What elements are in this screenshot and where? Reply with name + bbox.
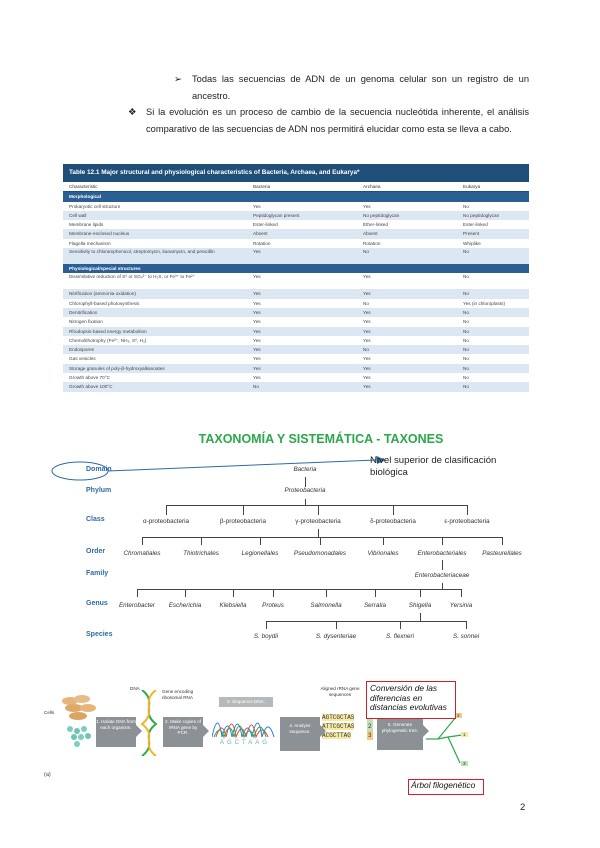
table-cell: Flagella mechanism bbox=[69, 240, 111, 246]
rank-label: Phylum bbox=[86, 487, 112, 494]
tree-connector bbox=[137, 589, 138, 597]
table-cell: Present bbox=[463, 231, 480, 237]
tree-connector bbox=[318, 505, 319, 515]
table-cell: Rhodopsin-based energy metabolism bbox=[69, 328, 147, 334]
taxon-label: Shigella bbox=[408, 602, 432, 609]
table-header-row bbox=[63, 182, 529, 192]
tree-connector bbox=[326, 589, 327, 597]
rank-label: Class bbox=[86, 516, 105, 523]
table-row bbox=[63, 289, 529, 298]
taxon-label: α-proteobacteria bbox=[143, 518, 189, 525]
table-cell: Absent bbox=[253, 231, 268, 237]
taxonomy-title: TAXONOMÍA Y SISTEMÁTICA - TAXONES bbox=[198, 432, 444, 446]
bullet-evolution bbox=[128, 104, 529, 138]
step-4-box: 4. Analyze sequence. bbox=[280, 717, 320, 751]
table-cell: Yes bbox=[253, 274, 261, 280]
table-row bbox=[63, 382, 529, 391]
tree-connector bbox=[320, 537, 321, 545]
taxon-label: γ-proteobacteria bbox=[295, 518, 341, 525]
arrow-bullet-icon: ➢ bbox=[174, 74, 182, 84]
sequence-3: ACGCTTAG bbox=[322, 732, 351, 739]
table-cell: Peptidoglycan present bbox=[253, 212, 300, 218]
table-cell: No peptidoglycan bbox=[363, 212, 400, 218]
table-cell: No bbox=[463, 384, 469, 390]
table-cell: Morphological bbox=[69, 194, 102, 200]
table-cell: Yes bbox=[363, 365, 371, 371]
tree-connector bbox=[502, 537, 503, 545]
taxon-label: Salmonella bbox=[310, 602, 342, 609]
table-cell: Yes bbox=[363, 319, 371, 325]
tree-connector bbox=[442, 537, 443, 545]
table-cell: Gas vesicles bbox=[69, 356, 96, 362]
taxon-label: Klebsiella bbox=[219, 602, 247, 609]
tree-connector bbox=[273, 589, 274, 597]
tree-connector bbox=[318, 529, 319, 537]
taxon-label: Proteus bbox=[262, 602, 284, 609]
bullet-text: Todas las secuencias de ADN de un genoma celular son un registro de un ancestro. bbox=[192, 74, 529, 101]
sequence-1: AGTCGCTAS bbox=[322, 714, 355, 721]
cells-label: Cells bbox=[44, 710, 55, 715]
tree-connector bbox=[420, 589, 421, 597]
table-cell: No bbox=[463, 319, 469, 325]
table-cell: Yes bbox=[253, 365, 261, 371]
seq-number: 2 bbox=[368, 723, 372, 730]
table-cell: No bbox=[463, 375, 469, 381]
table-cell: Yes bbox=[253, 337, 261, 343]
tree-connector bbox=[142, 537, 143, 545]
table-title: Table 12.1 Major structural and physiological characteristics of Bacteria, Archaea, and Eukarya* bbox=[63, 164, 529, 182]
step-5-box: 5. Generate phylogenetic tree. bbox=[377, 717, 423, 750]
table-cell: Yes (in chloroplasts) bbox=[463, 300, 506, 306]
step-1-box: 1. Isolate DNA from each organism. bbox=[96, 717, 136, 747]
taxon-label: Legionellales bbox=[241, 550, 279, 557]
table-cell: Membrane lipids bbox=[69, 222, 104, 228]
table-body bbox=[63, 182, 529, 392]
tree-connector bbox=[185, 589, 186, 597]
table-cell: Cell wall bbox=[69, 212, 87, 218]
table-cell: No bbox=[253, 384, 259, 390]
table-cell: No bbox=[363, 249, 369, 255]
phylogeny-figure bbox=[0, 675, 600, 795]
step-arrows bbox=[0, 675, 600, 795]
table-section-row bbox=[63, 192, 529, 201]
tree-number: 3 bbox=[463, 761, 466, 766]
tree-connector bbox=[375, 589, 376, 597]
taxon-label: Enterobacteriaceae bbox=[414, 572, 470, 579]
table-row bbox=[63, 239, 529, 248]
table-cell: Denitrification bbox=[69, 309, 98, 315]
tree-connector bbox=[266, 621, 267, 629]
table-row bbox=[63, 229, 529, 238]
domain-note: Nivel superior de clasificación biológica bbox=[370, 455, 497, 478]
table-cell: Ester-linked bbox=[253, 222, 278, 228]
taxon-label: δ-proteobacteria bbox=[370, 518, 416, 525]
tree-connector bbox=[461, 589, 462, 597]
table-cell: Characteristic bbox=[69, 184, 98, 189]
table-cell: Sensitivity to chloramphenicol, streptomycin, kanamycin, and penicillin bbox=[69, 249, 215, 255]
table-cell: Yes bbox=[253, 375, 261, 381]
tree-connector bbox=[305, 477, 306, 487]
taxon-label: Vibrionales bbox=[367, 550, 399, 557]
table-row bbox=[63, 327, 529, 336]
taxon-label: Pseudomonadales bbox=[293, 550, 347, 557]
taxon-label: Enterobacteriales bbox=[417, 550, 467, 557]
step-2-box: 2. Make copies of rRNA gene by PCR. bbox=[163, 717, 203, 747]
rank-label: Species bbox=[86, 631, 113, 638]
table-cell: Yes bbox=[253, 319, 261, 325]
table-cell: Chemolithotrophy (Fe²⁺, NH₃, S⁰, H₂) bbox=[69, 337, 147, 343]
panel-label: (a) bbox=[44, 772, 51, 778]
table-row bbox=[63, 211, 529, 220]
taxon-label: β-proteobacteria bbox=[220, 518, 266, 525]
table-cell: Physiological/special structures bbox=[69, 266, 141, 272]
taxon-label: Proteobacteria bbox=[284, 487, 326, 494]
taxon-label: Enterobacter bbox=[118, 602, 156, 609]
table-cell: Growth above 70°C bbox=[69, 375, 110, 381]
table-cell: Nitrification (ammonia oxidation) bbox=[69, 291, 136, 297]
taxon-label: ε-proteobacteria bbox=[444, 518, 490, 525]
tree-number: 2 bbox=[457, 713, 460, 718]
table-12-1 bbox=[63, 164, 529, 428]
tree-connector bbox=[266, 621, 466, 622]
tree-connector bbox=[233, 589, 234, 597]
tree-connector bbox=[336, 621, 337, 629]
taxon-label: Serratia bbox=[363, 602, 387, 609]
tree-connector bbox=[166, 505, 467, 506]
table-row bbox=[63, 336, 529, 345]
table-cell: No bbox=[363, 347, 369, 353]
tree-connector bbox=[201, 537, 202, 545]
chromatogram-sequence: AGCTAAG bbox=[220, 740, 270, 746]
sequence-2: ATTCGCTAS bbox=[322, 723, 355, 730]
table-cell: No bbox=[463, 356, 469, 362]
page-number: 2 bbox=[520, 802, 526, 813]
table-cell: No bbox=[363, 300, 369, 306]
table-cell: Yes bbox=[363, 203, 371, 209]
bullet-ancestor bbox=[174, 71, 529, 105]
table-cell: Yes bbox=[363, 291, 371, 297]
table-cell: No bbox=[463, 203, 469, 209]
table-cell: Membrane-enclosed nucleus bbox=[69, 231, 130, 237]
table-cell: Dissimilative reduction of S⁰ or SO₄²⁻ to H₂S, or Fe³⁺ to Fe²⁺ bbox=[69, 274, 196, 280]
table-row bbox=[63, 299, 529, 308]
tree-connector bbox=[400, 621, 401, 629]
table-cell: Yes bbox=[253, 309, 261, 315]
taxon-label: S. boydii bbox=[253, 633, 279, 640]
table-cell: Chlorophyll-based photosynthesis bbox=[69, 300, 140, 306]
table-cell: Yes bbox=[363, 328, 371, 334]
table-row bbox=[63, 317, 529, 326]
table-cell: Whiplike bbox=[463, 240, 481, 246]
taxon-label: S. flexneri bbox=[386, 633, 414, 640]
taxon-label: Yersinia bbox=[449, 602, 473, 609]
table-cell: Absent bbox=[363, 231, 378, 237]
table-cell: No bbox=[463, 291, 469, 297]
table-cell: Yes bbox=[253, 356, 261, 362]
table-cell: Yes bbox=[363, 274, 371, 280]
table-cell: Ether-linked bbox=[363, 222, 389, 228]
table-cell: No peptidoglycan bbox=[463, 212, 500, 218]
rank-label: Genus bbox=[86, 600, 108, 607]
evolutionary-distance-note: Conversión de las diferencias en distancias evolutivas bbox=[366, 681, 456, 719]
table-cell: Rotation bbox=[253, 240, 271, 246]
table-row bbox=[63, 273, 529, 289]
table-cell: Storage granules of poly-β-hydroxyalkanoates bbox=[69, 365, 165, 371]
tree-connector bbox=[383, 537, 384, 545]
taxon-label: Bacteria bbox=[293, 466, 317, 473]
table-cell: No bbox=[463, 365, 469, 371]
rank-label: Family bbox=[86, 570, 109, 577]
table-row bbox=[63, 354, 529, 363]
taxon-label: Escherichia bbox=[168, 602, 202, 609]
bullet-text: Si la evolución es un proceso de cambio de la secuencia nucleótida inherente, el análisis comparativo de las secuencias de ADN nos permitirá elucidar como esta se lleva a cabo. bbox=[146, 107, 529, 134]
tree-connector bbox=[442, 560, 443, 570]
taxon-label: Thiotrichales bbox=[183, 550, 219, 557]
table-row bbox=[63, 364, 529, 373]
seq-number: 3 bbox=[368, 732, 372, 739]
rank-label: Domain bbox=[86, 466, 112, 473]
tree-connector bbox=[467, 505, 468, 515]
table-cell: Yes bbox=[253, 203, 261, 209]
table-cell: No bbox=[463, 274, 469, 280]
rank-label: Order bbox=[86, 548, 106, 555]
tree-number: 1 bbox=[463, 732, 466, 737]
table-row bbox=[63, 373, 529, 382]
table-cell: Yes bbox=[253, 291, 261, 297]
taxon-label: S. sonnei bbox=[452, 633, 480, 640]
table-cell: Yes bbox=[363, 384, 371, 390]
table-cell: Growth above 100°C bbox=[69, 384, 113, 390]
table-section-row bbox=[63, 264, 529, 273]
phylogenetic-tree-note: Árbol filogenético bbox=[408, 779, 484, 795]
table-cell: Nitrogen fixation bbox=[69, 319, 103, 325]
tree-connector bbox=[243, 505, 244, 515]
table-cell: Yes bbox=[253, 300, 261, 306]
table-cell: Yes bbox=[363, 375, 371, 381]
table-cell: No bbox=[463, 309, 469, 315]
table-cell: Yes bbox=[363, 356, 371, 362]
table-cell: No bbox=[463, 337, 469, 343]
dna-label: DNA bbox=[130, 686, 140, 691]
taxon-label: Chromatiales bbox=[123, 550, 161, 557]
table-cell: Eukarya bbox=[463, 184, 481, 189]
table-cell: Rotation bbox=[363, 240, 381, 246]
table-cell: Yes bbox=[253, 347, 261, 353]
table-cell: Bacteria bbox=[253, 184, 271, 189]
table-cell: Ester-linked bbox=[463, 222, 488, 228]
table-cell: Yes bbox=[363, 309, 371, 315]
table-row bbox=[63, 248, 529, 264]
table-row bbox=[63, 308, 529, 317]
step-3-box: 3. Sequence DNA. bbox=[219, 697, 273, 707]
table-cell: No bbox=[463, 328, 469, 334]
table-cell: Archaea bbox=[363, 184, 381, 189]
table-cell: Endospores bbox=[69, 347, 95, 353]
table-cell: No bbox=[463, 249, 469, 255]
table-row bbox=[63, 345, 529, 354]
tree-connector bbox=[260, 537, 261, 545]
tree-connector bbox=[466, 621, 467, 629]
taxon-label: S. dysenteriae bbox=[315, 633, 357, 640]
table-cell: Prokaryotic cell structure bbox=[69, 203, 121, 209]
table-cell: Yes bbox=[363, 337, 371, 343]
aligned-label: Aligned rRNA gene sequences bbox=[320, 686, 360, 697]
tree-connector bbox=[142, 537, 502, 538]
taxon-label: Pasteurellales bbox=[482, 550, 522, 557]
table-row bbox=[63, 202, 529, 211]
table-cell: Yes bbox=[253, 328, 261, 334]
tree-connector bbox=[393, 505, 394, 515]
tree-connector bbox=[420, 613, 421, 621]
gene-label: Gene encoding ribosomal RNA bbox=[162, 689, 194, 700]
tree-connector bbox=[166, 505, 167, 515]
table-row bbox=[63, 220, 529, 229]
diamond-bullet-icon: ❖ bbox=[128, 107, 137, 117]
table-cell: No bbox=[463, 347, 469, 353]
table-cell: Yes bbox=[253, 249, 261, 255]
